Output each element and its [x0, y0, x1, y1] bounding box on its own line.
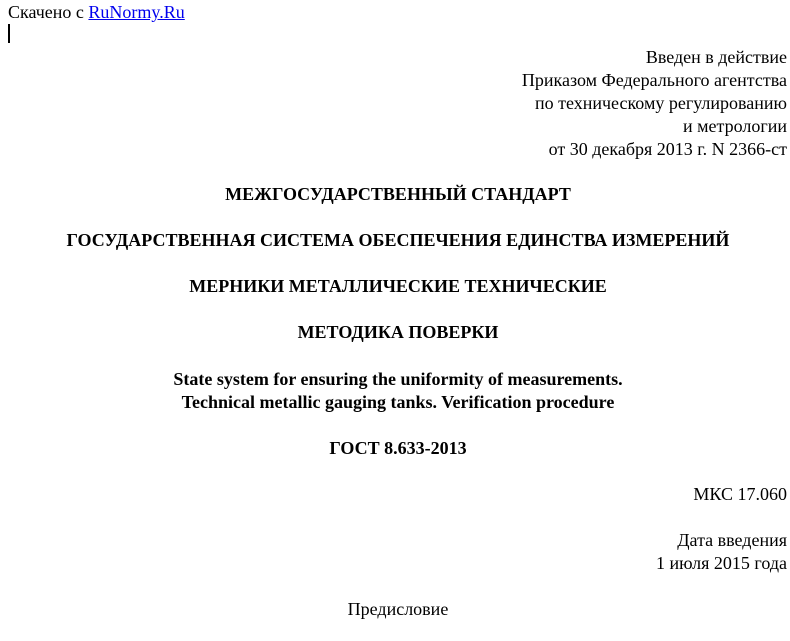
verification-method-heading: МЕТОДИКА ПОВЕРКИ: [297, 322, 499, 342]
intro-line-2: Приказом Федерального агентства: [521, 70, 787, 90]
download-source-line: [8, 1, 185, 23]
intro-line-5: от 30 декабря 2013 г. N 2366-ст: [548, 139, 787, 159]
interstate-standard-heading: МЕЖГОСУДАРСТВЕННЫЙ СТАНДАРТ: [225, 184, 571, 204]
gauging-tanks-heading: МЕРНИКИ МЕТАЛЛИЧЕСКИЕ ТЕХНИЧЕСКИЕ: [189, 276, 607, 296]
intro-line-4: и метрологии: [683, 116, 787, 136]
english-title-line-1: State system for ensuring the uniformity of measurements.: [173, 369, 623, 389]
english-title-line-2: Technical metallic gauging tanks. Verification procedure: [181, 392, 615, 412]
intro-line-1: Введен в действие: [645, 47, 787, 67]
text-cursor: [8, 24, 10, 43]
mks-code: МКС 17.060: [693, 484, 787, 504]
preface-heading: Предисловие: [347, 599, 449, 619]
intro-date-label: Дата введения: [677, 530, 787, 550]
runormy-link[interactable]: RuNormy.Ru: [88, 2, 185, 22]
gost-number: ГОСТ 8.633-2013: [329, 438, 467, 458]
state-system-heading: ГОСУДАРСТВЕННАЯ СИСТЕМА ОБЕСПЕЧЕНИЯ ЕДИНСТВА ИЗМЕРЕНИЙ: [66, 230, 730, 250]
intro-line-3: по техническому регулированию: [534, 93, 787, 113]
download-source-prefix: Скачено с: [8, 2, 89, 22]
intro-date: 1 июля 2015 года: [656, 553, 787, 573]
